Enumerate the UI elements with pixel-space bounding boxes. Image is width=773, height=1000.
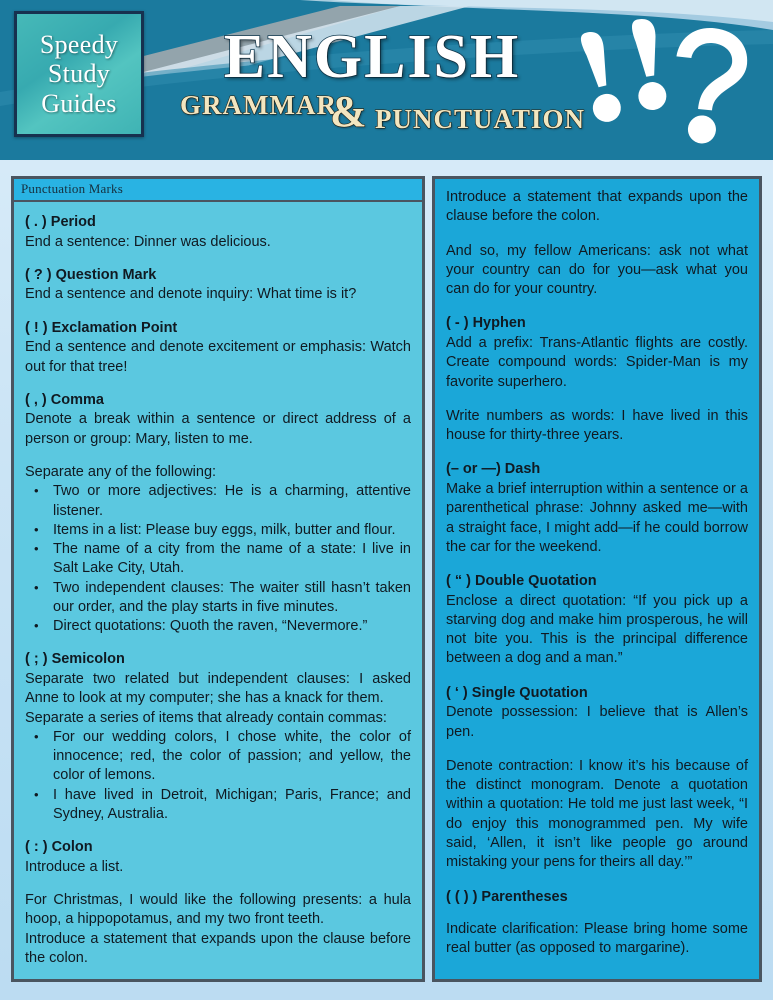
content-area: [0, 160, 773, 1000]
list-item: • Direct quotations: Quoth the raven, “Nevermore.”: [25, 617, 411, 636]
subtitle-block: [172, 87, 586, 136]
entry-body-hyphen-numbers: Write numbers as words: I have lived in this house for thirty-three years.: [446, 407, 748, 444]
logo-line-1: Speedy: [39, 30, 119, 60]
list-item: • Two independent clauses: The waiter still hasn’t taken our order, and the play starts in five minutes.: [25, 579, 411, 618]
entry-title-double-quotation: ( “ ) Double Quotation: [446, 573, 597, 590]
entry-body-dash: Make a brief interruption within a sentence or a parenthetical phrase: Johnny asked me—with a straight face, I might add—if he could borrow the car for the weekend.: [446, 480, 748, 555]
subtitle-ampersand: &: [330, 87, 367, 136]
entry-body-exclamation-point: End a sentence and denote excitement or emphasis: Watch out for that tree!: [25, 339, 411, 375]
entry-body-colon: Introduce a list.: [25, 858, 124, 875]
entry-body-semicolon: Separate two related but independent clauses: I asked Anne to look at my computer; she has a knack for them.: [25, 671, 411, 707]
right-paragraph-colon-expand: Introduce a statement that expands upon the clause before the colon.: [446, 189, 748, 225]
left-column-panel: [11, 176, 425, 982]
list-item: • The name of a city from the name of a state: I live in Salt Lake City, Utah.: [25, 540, 411, 579]
entry-body-parentheses: Indicate clarification: Please bring home some real butter (as opposed to margarine).: [446, 921, 748, 957]
right-paragraph-colon-example: And so, my fellow Americans: ask not what your country can do for you—ask what you can do for your country.: [446, 242, 748, 298]
spacer: [446, 907, 748, 920]
logo-line-3: Guides: [41, 88, 117, 118]
entry-title-colon: ( : ) Colon: [25, 839, 93, 856]
entry-title-dash: (– or —) Dash: [446, 461, 541, 478]
entry-leadin-semicolon: Separate a series of items that already contain commas:: [25, 709, 387, 726]
entry-title-exclamation-point: ( ! ) Exclamation Point: [25, 319, 178, 336]
entry-extra-colon-2: Introduce a statement that expands upon the clause before the colon.: [25, 930, 411, 966]
entry-extra-colon-1: For Christmas, I would like the following presents: a hula hoop, a hippopotamus, and my two front teeth.: [25, 892, 411, 928]
logo-line-2: Study: [47, 59, 111, 89]
entry-bullets-semicolon: [25, 728, 411, 824]
title-block: [172, 23, 586, 142]
list-item: • Items in a list: Please buy eggs, milk, butter and flour.: [25, 521, 411, 540]
spacer: [446, 557, 748, 572]
spacer: [446, 742, 748, 757]
list-item: • Two or more adjectives: He is a charming, attentive listener.: [25, 482, 411, 521]
spacer: [446, 445, 748, 460]
entry-body-double-quotation: Enclose a direct quotation: “If you pick up a starving dog and make him prosperous, he will not bite you. This is the principal difference between a dog and a man.”: [446, 592, 748, 667]
list-item: • For our wedding colors, I chose white, the color of innocence; red, the color of passion; and yellow, the color of lemons.: [25, 728, 411, 786]
entry-body-hyphen: Add a prefix: Trans-Atlantic flights are costly. Create compound words: Spider-Man is my favorite superhero.: [446, 334, 748, 390]
entry-body-question-mark: End a sentence and denote inquiry: What time is it?: [25, 286, 357, 303]
spacer: [446, 299, 748, 314]
entry-body-single-quotation-contraction: Denote contraction: I know it’s his because of the distinct monogram. Denote a quotation within a quotation: He told me just last week, “I do enjoy this monogrammed pen. My wife said, ‘Allen, it isn’t like people go around mistaking your pens for theirs all day.’”: [446, 757, 748, 871]
header-banner: [0, 0, 773, 160]
subtitle-punctuation: PUNCTUATION: [375, 104, 586, 134]
entry-title-parentheses: ( ( ) ) Parentheses: [446, 888, 568, 905]
speedy-study-guides-logo: [14, 11, 144, 137]
exclamation-mark-icon: [574, 29, 623, 125]
exclamation-mark-icon: [626, 17, 668, 112]
spacer: [446, 873, 748, 888]
entry-title-question-mark: ( ? ) Question Mark: [25, 266, 157, 283]
question-mark-icon: [668, 25, 751, 144]
page-title: ENGLISH: [223, 23, 521, 91]
punctuation-marks-graphic: [562, 12, 762, 144]
spacer: [446, 392, 748, 407]
entry-title-semicolon: ( ; ) Semicolon: [25, 651, 125, 668]
entry-body-comma: Denote a break within a sentence or direct address of a person or group: Mary, listen to me.: [25, 411, 411, 447]
section-header-punctuation-marks: Punctuation Marks: [14, 179, 422, 202]
entry-bullets-comma: [25, 482, 411, 636]
entry-body-single-quotation: Denote possession: I believe that is Allen’s pen.: [446, 704, 748, 740]
right-column-panel: [432, 176, 762, 982]
entry-title-single-quotation: ( ‘ ) Single Quotation: [446, 684, 588, 701]
entry-title-hyphen: ( - ) Hyphen: [446, 315, 526, 332]
entry-title-period: ( . ) Period: [25, 214, 96, 230]
subtitle-grammar: GRAMMAR: [180, 90, 337, 120]
entry-body-period: End a sentence: Dinner was delicious.: [25, 233, 271, 250]
left-column-body: [14, 202, 422, 978]
entry-title-comma: ( , ) Comma: [25, 391, 104, 408]
list-item: • I have lived in Detroit, Michigan; Paris, France; and Sydney, Australia.: [25, 786, 411, 825]
entry-leadin-comma: Separate any of the following:: [25, 463, 217, 480]
spacer: [446, 669, 748, 684]
spacer: [446, 227, 748, 242]
